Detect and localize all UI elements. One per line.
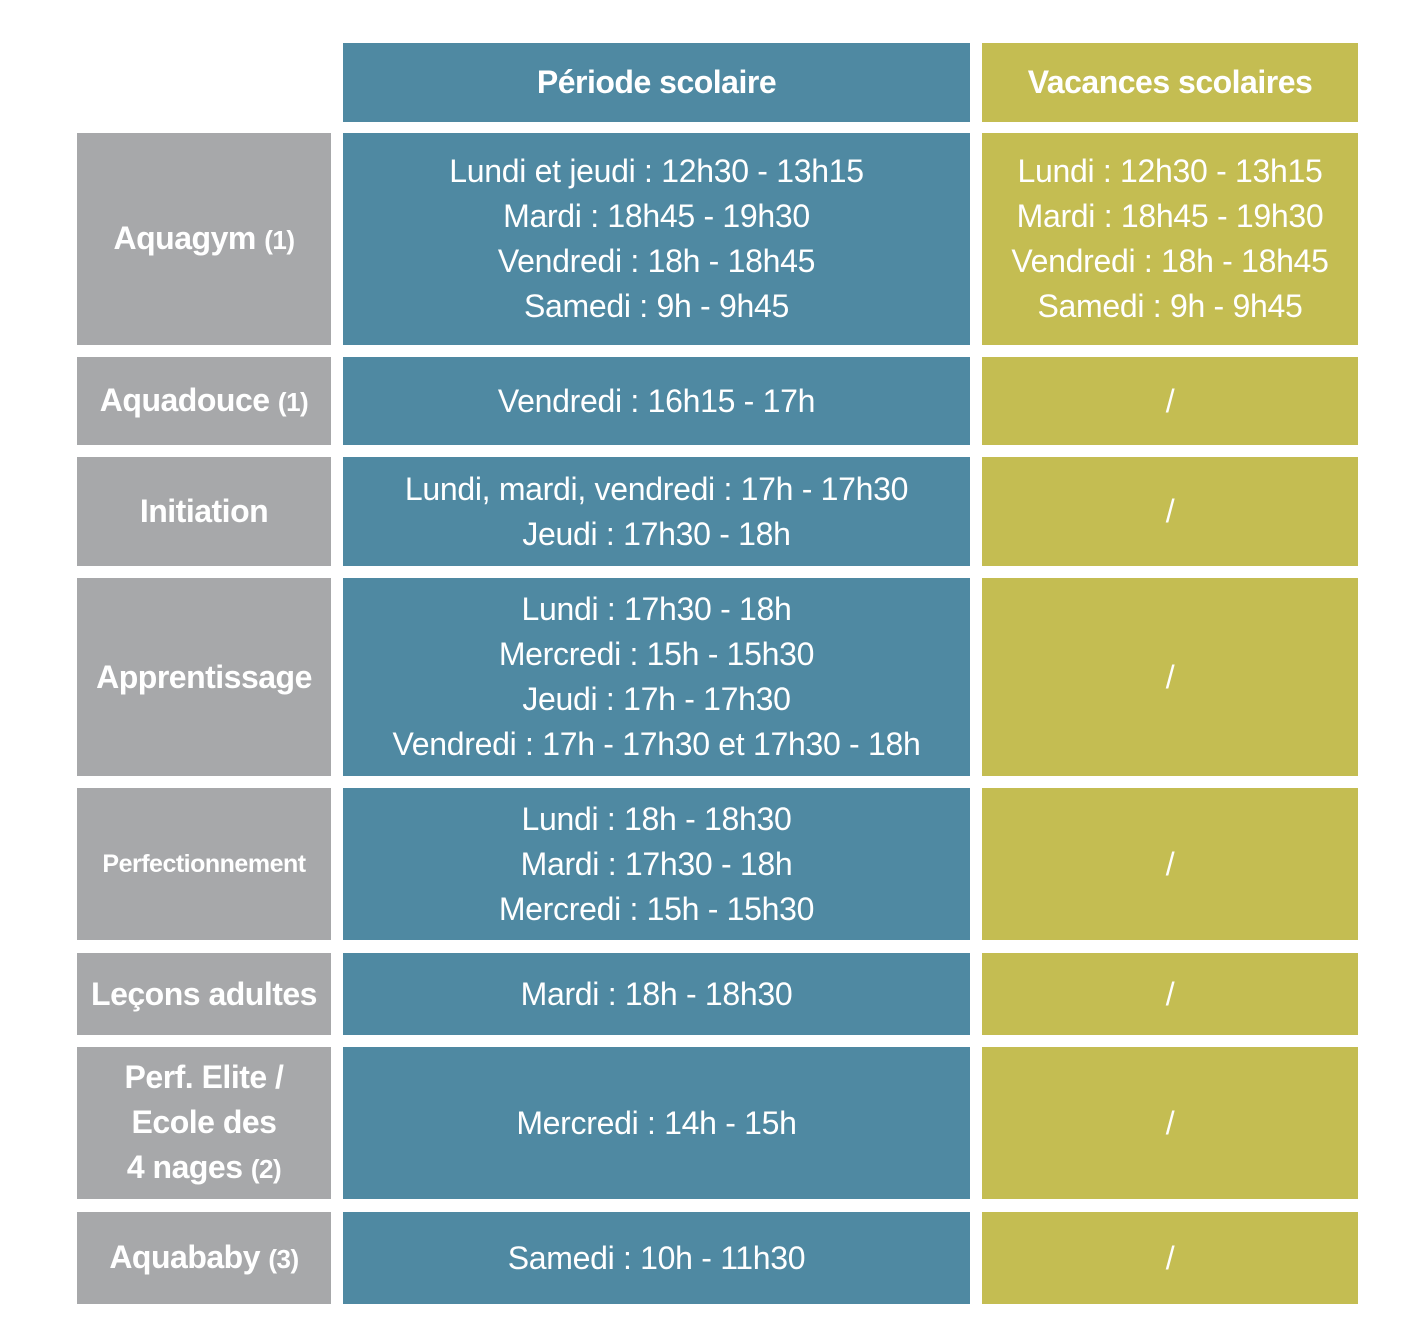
row-school-aquagym (343, 133, 970, 345)
schedule-line: Mercredi : 15h - 15h30 (498, 890, 815, 927)
schedule-line: / (1165, 658, 1175, 695)
header-school-holidays-label: Vacances scolaires (1027, 64, 1313, 100)
schedule-line: Lundi : 12h30 - 13h15 (1017, 153, 1323, 189)
schedule-line: Jeudi : 17h30 - 18h (522, 515, 791, 552)
row-school-perf-elite (343, 1047, 970, 1199)
row-holiday-lecons-adultes (982, 953, 1358, 1035)
row-label-aquagym (77, 133, 331, 345)
schedule-line: Mardi : 18h - 18h30 (520, 975, 793, 1012)
schedule-line: Vendredi : 18h - 18h45 (1011, 243, 1329, 279)
row-label-apprentissage (77, 578, 331, 776)
schedule-line: Vendredi : 16h15 - 17h (497, 382, 816, 419)
schedule-line: Samedi : 10h - 11h30 (507, 1239, 806, 1276)
schedule-line: Mardi : 17h30 - 18h (520, 845, 793, 882)
row-school-aquababy (343, 1212, 970, 1304)
schedule-line: Samedi : 9h - 9h45 (1037, 288, 1303, 324)
row-holiday-apprentissage (982, 578, 1358, 776)
schedule-line: Lundi et jeudi : 12h30 - 13h15 (449, 153, 864, 189)
schedule-line: / (1165, 493, 1175, 529)
header-school-holidays (982, 43, 1358, 122)
schedule-line: Mercredi : 15h - 15h30 (498, 636, 815, 672)
row-label-lecons-adultes (77, 953, 331, 1035)
activity-name: Perfectionnement (102, 849, 306, 878)
row-holiday-initiation (982, 457, 1358, 566)
row-label-initiation (77, 457, 331, 566)
header-school-period-label: Période scolaire (536, 64, 777, 100)
schedule-line: Lundi : 18h - 18h30 (521, 800, 792, 837)
activity-name: Initiation (139, 493, 269, 529)
footnote-ref: (1) (264, 224, 295, 255)
row-school-aquadouce (343, 357, 970, 445)
row-school-initiation (343, 457, 970, 566)
row-holiday-perf-elite (982, 1047, 1358, 1199)
footnote-ref: (3) (268, 1243, 299, 1274)
schedule-line: / (1165, 382, 1175, 419)
schedule-line: / (1165, 975, 1175, 1012)
schedule-line: Mercredi : 14h - 15h (516, 1104, 797, 1141)
schedule-line: Mardi : 18h45 - 19h30 (1016, 198, 1324, 234)
schedule-line: Samedi : 9h - 9h45 (524, 288, 789, 324)
row-holiday-perfectionnement (982, 788, 1358, 940)
row-holiday-aquagym (982, 133, 1358, 345)
schedule-line: Lundi : 17h30 - 18h (521, 591, 792, 627)
activity-name: Aquagym (113, 219, 256, 256)
activity-name-line: Ecole des (131, 1103, 277, 1140)
row-holiday-aquababy (982, 1212, 1358, 1304)
schedule-line: Vendredi : 18h - 18h45 (497, 243, 816, 279)
activity-name-line: 4 nages (126, 1148, 243, 1185)
row-label-aquadouce (77, 357, 331, 445)
activity-name: Aquadouce (99, 381, 270, 418)
row-label-aquababy (77, 1212, 331, 1304)
row-label-perfectionnement (77, 788, 331, 940)
schedule-line: / (1165, 845, 1175, 882)
schedule-line: Mardi : 18h45 - 19h30 (503, 198, 810, 234)
activity-name: Apprentissage (96, 658, 312, 695)
activity-name-line: Perf. Elite / (124, 1058, 284, 1095)
footnote-ref: (1) (277, 386, 309, 417)
schedule-line: Jeudi : 17h - 17h30 (522, 681, 791, 717)
schedule-line: / (1165, 1104, 1175, 1141)
schedule-line: Lundi, mardi, vendredi : 17h - 17h30 (404, 470, 909, 507)
footnote-ref: (2) (250, 1153, 282, 1184)
row-school-apprentissage (343, 578, 970, 776)
row-school-perfectionnement (343, 788, 970, 940)
row-label-perf-elite (77, 1047, 331, 1199)
activity-name: Aquababy (109, 1238, 260, 1275)
schedule-line: Vendredi : 17h - 17h30 et 17h30 - 18h (392, 726, 921, 762)
header-school-period (343, 43, 970, 122)
row-school-lecons-adultes (343, 953, 970, 1035)
activity-name: Leçons adultes (91, 975, 317, 1012)
row-holiday-aquadouce (982, 357, 1358, 445)
schedule-line: / (1165, 1239, 1175, 1276)
